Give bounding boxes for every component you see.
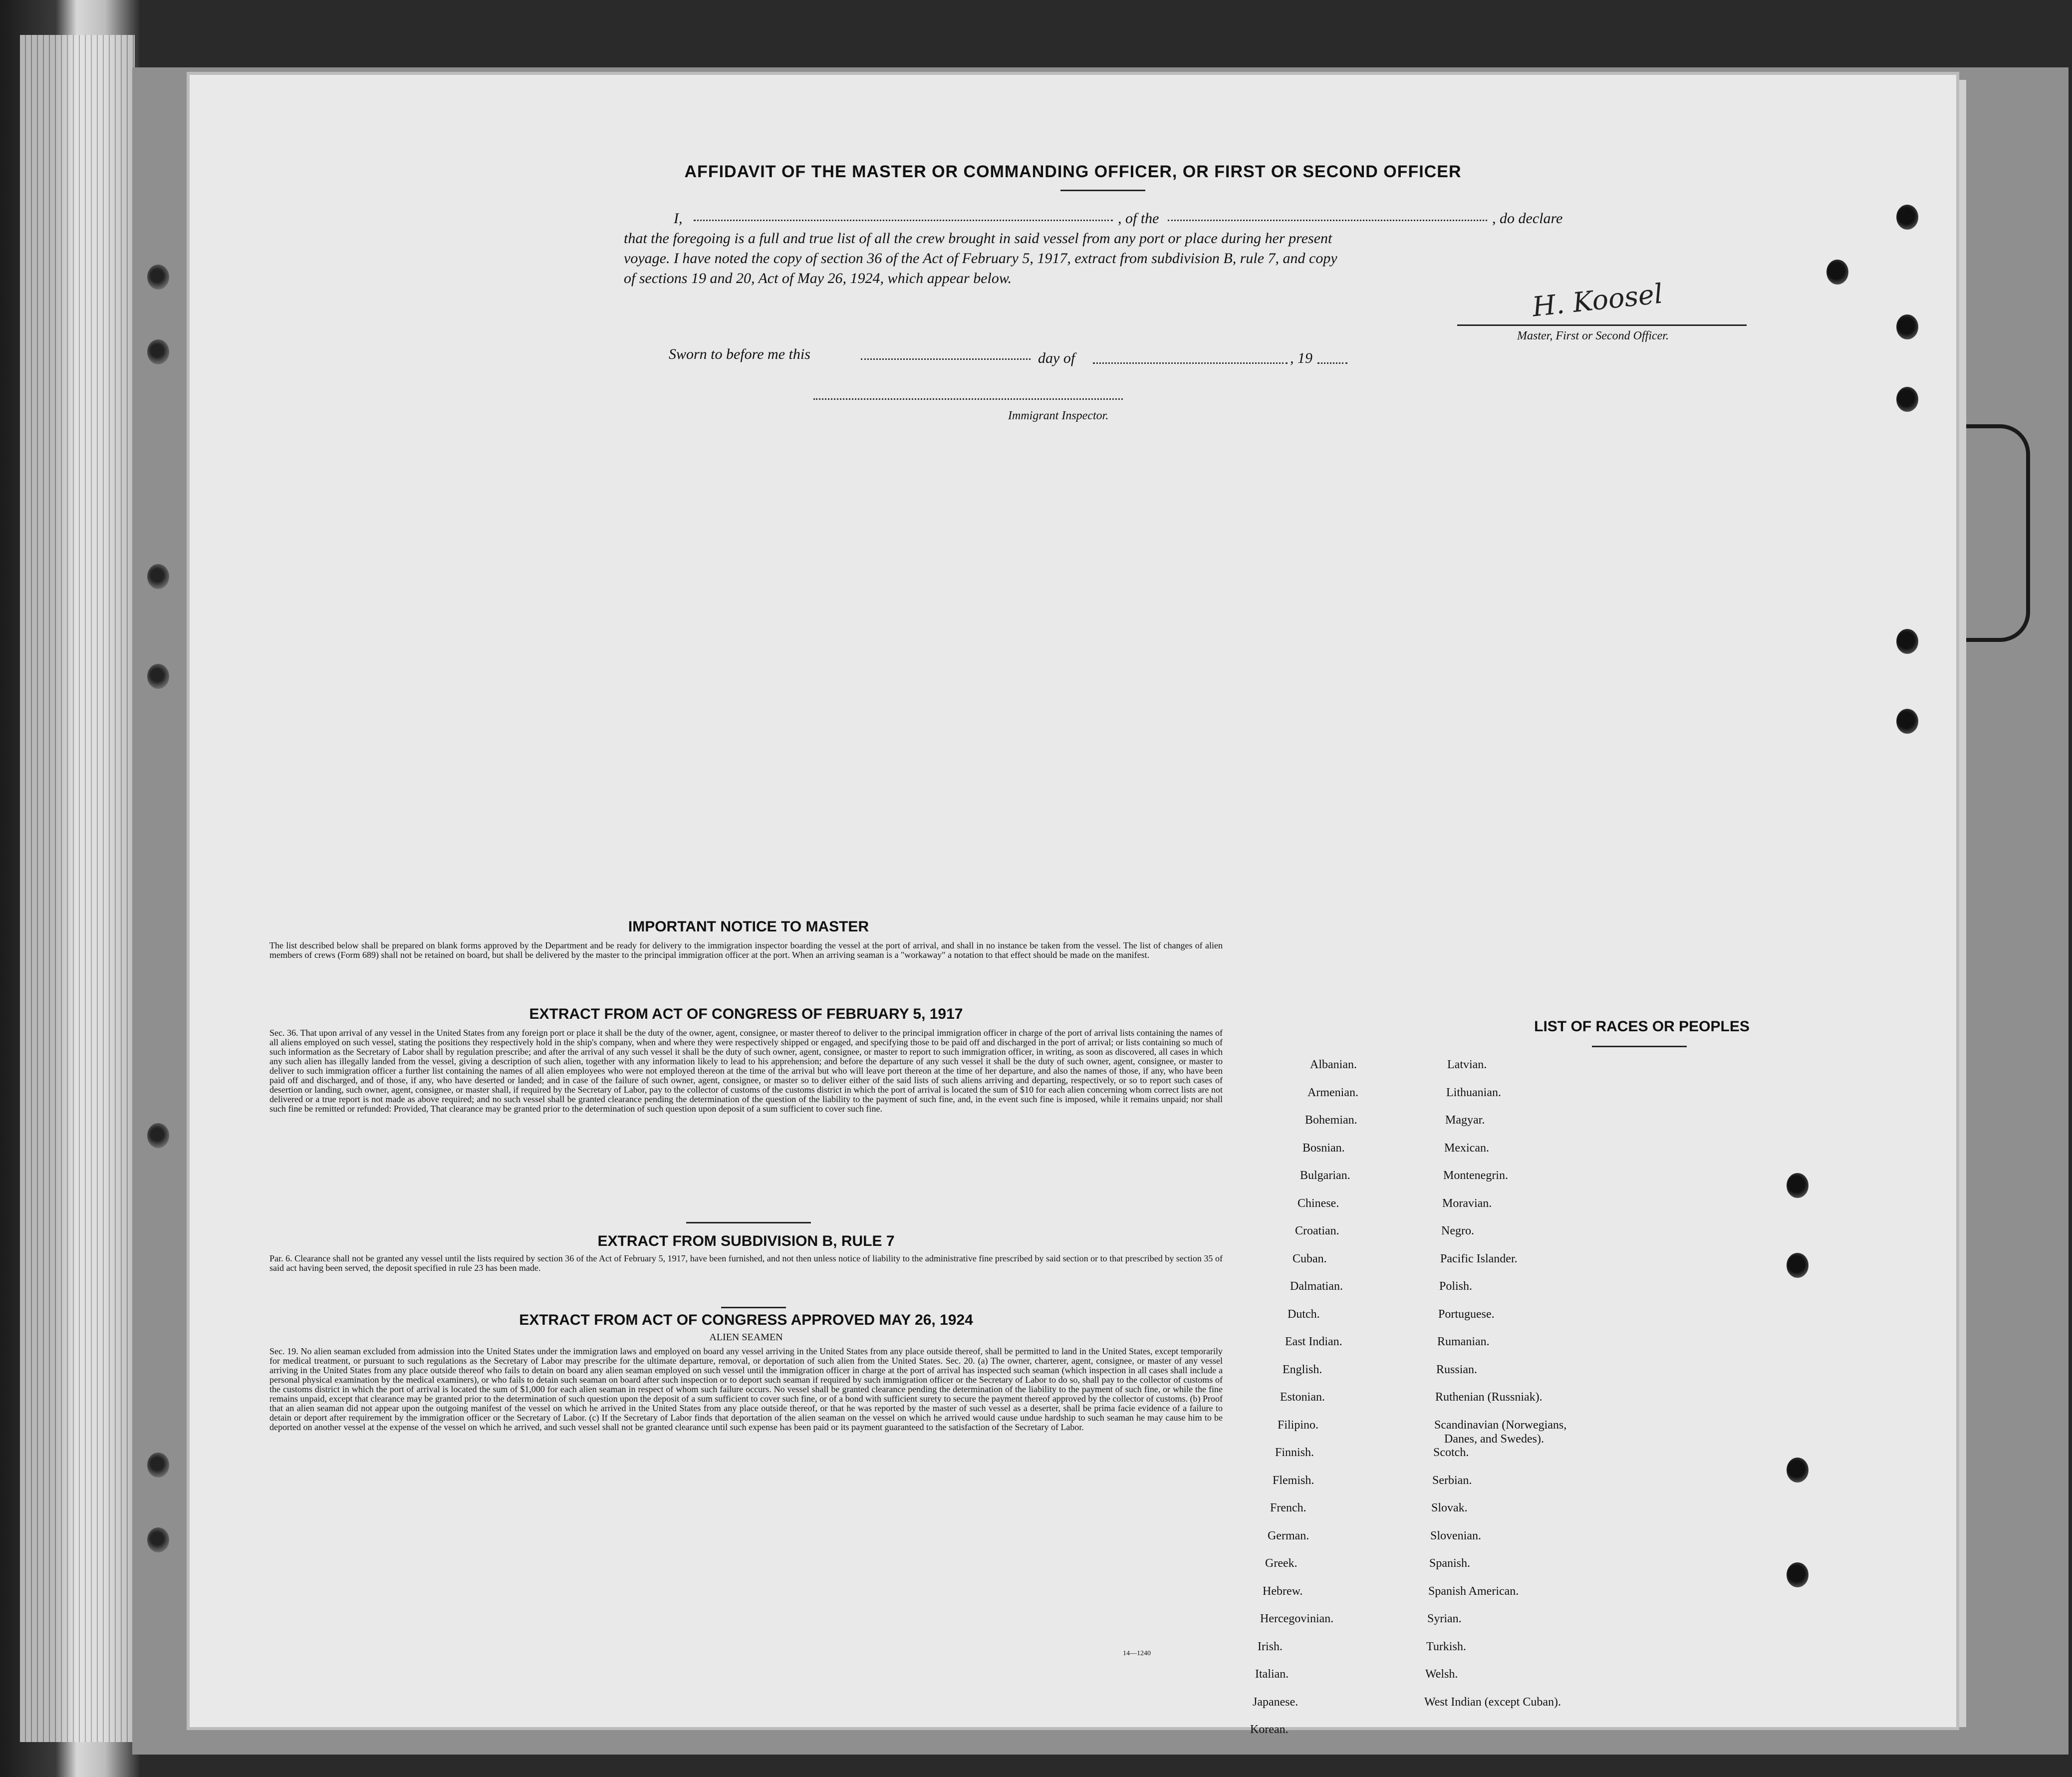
race-item: Bulgarian.	[1300, 1169, 1350, 1182]
race-item: Pacific Islander.	[1440, 1252, 1518, 1265]
race-item: Spanish.	[1429, 1557, 1471, 1570]
year-text: , 19	[1290, 350, 1312, 366]
day-of-text: day of	[1038, 350, 1075, 366]
binder-hole	[147, 1527, 169, 1552]
extract-b7-title: EXTRACT FROM SUBDIVISION B, RULE 7	[597, 1233, 895, 1249]
affidavit-title: AFFIDAVIT OF THE MASTER OR COMMANDING OFFICER, OR FIRST OR SECOND OFFICER	[684, 162, 1462, 181]
master-signature: H. Koosel	[1531, 278, 1664, 323]
punch-hole	[1787, 1173, 1809, 1198]
affidavit-page	[190, 75, 1956, 1736]
race-item: Serbian.	[1432, 1474, 1472, 1487]
race-item: Latvian.	[1447, 1058, 1487, 1071]
races-title: LIST OF RACES OR PEOPLES	[1534, 1018, 1750, 1035]
affidavit-line3: voyage. I have noted the copy of section 36 of the Act of February 5, 1917, extract from subdivision B, rule 7, and copy	[624, 250, 1337, 267]
month-blank	[1093, 362, 1288, 364]
punch-hole	[1896, 387, 1918, 412]
punch-hole	[1896, 205, 1918, 230]
inspector-caption: Immigrant Inspector.	[1008, 409, 1109, 422]
races-right-column	[1422, 1058, 1772, 1723]
race-item: Slovenian.	[1430, 1529, 1481, 1542]
race-item: English.	[1283, 1363, 1322, 1376]
race-item: Dutch.	[1288, 1307, 1320, 1321]
section-rule	[686, 1222, 811, 1223]
race-item: Portuguese.	[1438, 1307, 1495, 1321]
race-item: Hercegovinian.	[1260, 1612, 1334, 1625]
race-item: Mexican.	[1444, 1141, 1489, 1155]
race-item: Italian.	[1255, 1668, 1289, 1681]
race-item: Estonian.	[1280, 1391, 1325, 1404]
races-rule	[1592, 1046, 1687, 1047]
race-item: Lithuanian.	[1446, 1086, 1501, 1099]
affidavit-declare: , do declare	[1492, 210, 1563, 227]
sworn-text: Sworn to before me this	[669, 346, 810, 362]
affidavit-line2: that the foregoing is a full and true list of all the crew brought in said vessel from any port or place during her present	[624, 230, 1332, 247]
race-item: German.	[1268, 1529, 1309, 1542]
affidavit-of-the: , of the	[1118, 210, 1159, 227]
race-item: Armenian.	[1307, 1086, 1358, 1099]
punch-hole	[1826, 260, 1848, 285]
vessel-blank	[1168, 220, 1487, 221]
race-item: Korean.	[1250, 1723, 1289, 1736]
race-item: Spanish American.	[1428, 1584, 1519, 1598]
affidavit-line4: of sections 19 and 20, Act of May 26, 1924, which appear below.	[624, 270, 1012, 287]
race-item: West Indian (except Cuban).	[1424, 1695, 1561, 1709]
binder-hole	[147, 339, 169, 364]
punch-hole	[1787, 1253, 1809, 1278]
extract-b7-body: Par. 6. Clearance shall not be granted any vessel until the lists required by section 36 of the Act of February 5, 1917, have been furnished, and not then unless notice of liability to the administrative fine prescribed by said section or to that prescribed by section 35 of said act having been served, the deposit specified in rule 23 has been made.	[269, 1253, 1223, 1273]
race-item: Albanian.	[1310, 1058, 1357, 1071]
punch-hole	[1896, 629, 1918, 654]
extract-1924-body: Sec. 19. No alien seaman excluded from admission into the United States under the immigration laws and employed on board any vessel arriving in the United States from any place outside thereof, shall be permitted to land in the United States, except temporarily for medical treatment, or pursuant to such regulations as the Secretary of Labor may prescribe for the ultimate departure, removal, or deportation of such alien from the United States. Sec. 20. (a) The owner, charterer, agent, consignee, or master of any vessel arriving in the United States from any place outside thereof who fails to detain on board any alien seaman employed on such vessel until the immigration officer in charge at the port of arrival has inspected such seaman (which inspection in all cases shall include a personal physical examination by the medical examiners), or who fails to detain such seaman on board after such inspection or to deport such seaman if required by such immigration officer or the Secretary of Labor to do so, shall pay to the collector of customs of the customs district in which the port of arrival is located the sum of $1,000 for each alien seaman in respect of whom such failure occurs. No vessel shall be granted clearance pending the determination of the liability to the payment of such fine, or while the fine remains unpaid, except that clearance may be granted prior to the determination of such question upon the deposit of a sum sufficient to cover such fine, or of a bond with sufficient surety to secure the payment thereof approved by the collector of customs. (b) Proof that an alien seaman did not appear upon the outgoing manifest of the vessel on which he arrived in the United States from any place outside thereof, or that he was reported by the master of such vessel as a deserter, shall be prima facie evidence of a failure to detain or deport after requirement by the immigration officer or the Secretary of Labor. (c) If the Secretary of Labor finds that deportation of the alien seaman on the vessel on which he arrived would cause undue hardship to such seaman he may cause him to be deported on another vessel at the expense of the vessel on which he arrived, and such vessel shall not be granted clearance until such expense has been paid or its payment guaranteed to the satisfaction of the Secretary of Labor.	[269, 1346, 1223, 1432]
race-item: Rumanian.	[1437, 1335, 1490, 1348]
affidavit-i: I,	[674, 210, 683, 227]
race-item: Japanese.	[1253, 1695, 1298, 1709]
inspector-blank	[813, 398, 1123, 400]
ink-mark	[1966, 424, 2030, 642]
race-item: Montenegrin.	[1443, 1169, 1508, 1182]
race-item: Moravian.	[1442, 1196, 1492, 1210]
sworn-blank	[861, 358, 1031, 360]
race-item: Turkish.	[1426, 1640, 1466, 1653]
race-item: Croatian.	[1295, 1224, 1339, 1237]
punch-hole	[1787, 1562, 1809, 1587]
notice-title: IMPORTANT NOTICE TO MASTER	[628, 918, 869, 935]
race-item: Slovak.	[1431, 1501, 1468, 1514]
stacked-page-edges	[20, 35, 135, 1742]
race-item: Welsh.	[1425, 1668, 1458, 1681]
extract-1924-title: EXTRACT FROM ACT OF CONGRESS APPROVED MAY 26, 1924	[519, 1312, 973, 1328]
binder-hole	[147, 1453, 169, 1478]
race-item: Magyar.	[1445, 1114, 1485, 1127]
race-item: Scotch.	[1433, 1446, 1469, 1459]
form-number: 14—1240	[1123, 1650, 1151, 1657]
race-item: Scandinavian (Norwegians,	[1434, 1418, 1567, 1432]
name-blank	[694, 220, 1113, 221]
race-item: Finnish.	[1275, 1446, 1314, 1459]
race-item: Polish.	[1439, 1280, 1473, 1293]
race-item: Danes, and Swedes).	[1444, 1432, 1544, 1446]
binder-hole	[147, 664, 169, 689]
extract-1917-title: EXTRACT FROM ACT OF CONGRESS OF FEBRUARY 5, 1917	[529, 1006, 963, 1022]
race-item: Bosnian.	[1302, 1141, 1345, 1155]
signature-rule	[1457, 324, 1747, 326]
race-item: Negro.	[1441, 1224, 1474, 1237]
race-item: Irish.	[1258, 1640, 1283, 1653]
binder-hole	[147, 1123, 169, 1148]
race-item: Chinese.	[1297, 1196, 1339, 1210]
race-item: Bohemian.	[1305, 1114, 1357, 1127]
race-item: Dalmatian.	[1290, 1280, 1343, 1293]
race-item: Filipino.	[1278, 1418, 1319, 1432]
binder-hole	[147, 265, 169, 290]
punch-hole	[1896, 314, 1918, 339]
binder-hole	[147, 564, 169, 589]
punch-hole	[1896, 709, 1918, 734]
race-item: French.	[1270, 1501, 1306, 1514]
race-item: Cuban.	[1293, 1252, 1327, 1265]
punch-hole	[1787, 1458, 1809, 1482]
race-item: Russian.	[1436, 1363, 1478, 1376]
race-item: Ruthenian (Russniak).	[1435, 1391, 1543, 1404]
race-item: Hebrew.	[1263, 1584, 1303, 1598]
extract-1917-body: Sec. 36. That upon arrival of any vessel in the United States from any foreign port or place it shall be the duty of the owner, agent, consignee, or master thereof to deliver to the principal immigration officer in charge of the port of arrival lists containing the names of all aliens employed on such vessel, stating the positions they respectively hold in the ship's company, when and where they were respectively shipped or engaged, and specifying those to be paid off and discharged in the port of arrival; or lists containing so much of such information as the Secretary of Labor shall by regulation prescribe; and after the arrival of any such vessel it shall be the duty of such owner, agent, consignee, or master to report to such immigration officer, in writing, as soon as discovered, all cases in which any such alien has illegally landed from the vessel, giving a description of such alien, together with any information likely to lead to his apprehension; and before the departure of any such vessel it shall be the duty of such owner, agent, consignee, or master to deliver to such immigration officer a further list containing the names of all alien employees who were not employed thereon at the time of the arrival but who will leave port thereon at the time of her departure, and also the names of those, if any, who have been paid off and discharged, and of those, if any, who have deserted or landed; and in case of the failure of such owner, agent, consignee, or master so to deliver either of the said lists of such aliens arriving and departing, respectively, or so to report such cases of desertion or landing, such owner, agent, consignee, or master shall, if required by the Secretary of Labor, pay to the collector of customs of the customs district in which the port of arrival is located the sum of $10 for each alien concerning whom correct lists are not delivered or a true report is not made as above required; and no such vessel shall be granted clearance pending the determination of the question of the liability to the payment of such fine, and, in the event such fine is imposed, while it remains unpaid; nor shall such fine be remitted or refunded: Provided, That clearance may be granted prior to the determination of such question upon deposit of a sum sufficient to cover such fine.	[269, 1028, 1223, 1114]
section-rule	[721, 1307, 786, 1308]
race-item: East Indian.	[1285, 1335, 1342, 1348]
race-item: Syrian.	[1427, 1612, 1462, 1625]
alien-seamen-subtitle: ALIEN SEAMEN	[709, 1332, 783, 1343]
race-item: Greek.	[1265, 1557, 1297, 1570]
signature-caption: Master, First or Second Officer.	[1517, 329, 1669, 342]
race-item: Flemish.	[1273, 1474, 1314, 1487]
title-rule	[1060, 190, 1145, 191]
notice-body: The list described below shall be prepared on blank forms approved by the Department and be ready for delivery to the immigration inspector boarding the vessel at the port of arrival, and shall in no instance be taken from the vessel. The list of changes of alien members of crews (Form 689) shall not be retained on board, but shall be delivered by the master to the principal immigration officer at the port. When an arriving seaman is a "workaway" a notation to that effect should be made on the manifest.	[269, 940, 1223, 960]
year-blank	[1317, 362, 1347, 364]
